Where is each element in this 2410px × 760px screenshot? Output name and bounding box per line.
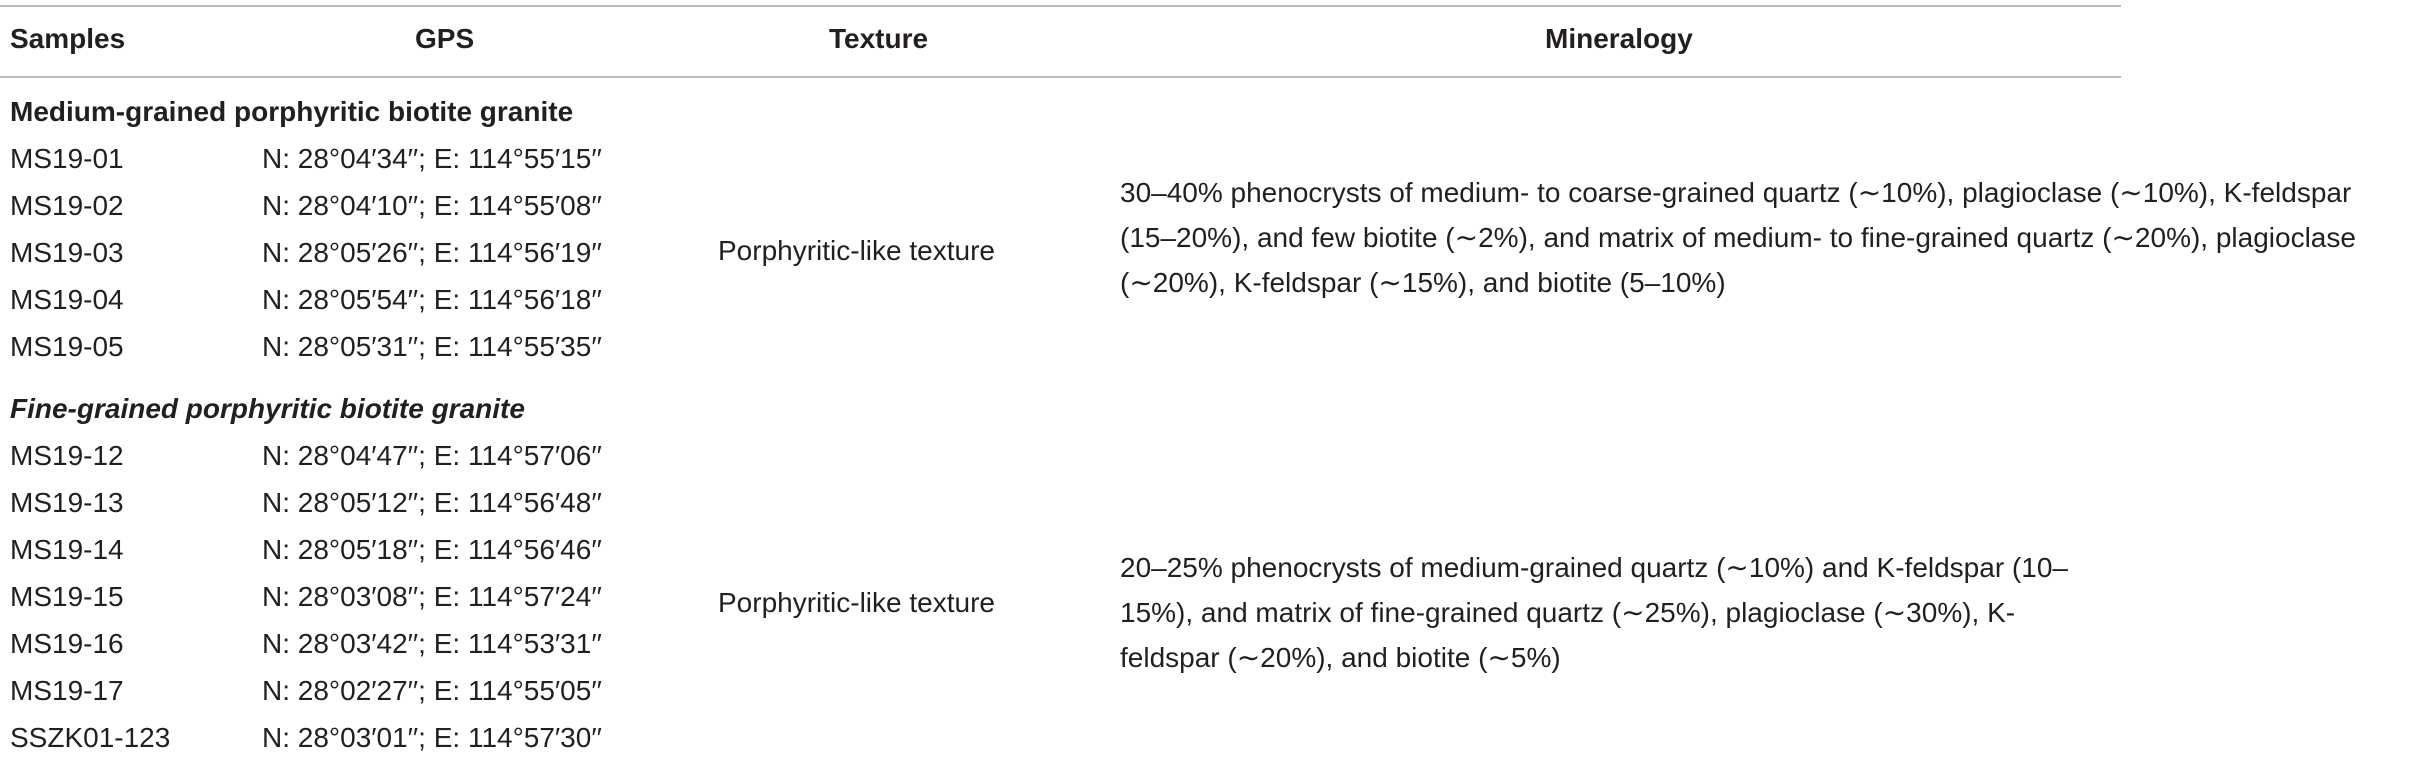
sample-id: MS19-05 (10, 331, 124, 362)
gps-coordinates: N: 28°05′26′′; E: 114°56′19′′ (262, 237, 602, 268)
sample-id: MS19-14 (10, 534, 124, 565)
texture-medium-grained: Porphyritic-like texture (718, 235, 995, 266)
texture-fine-grained: Porphyritic-like texture (718, 587, 995, 618)
sample-id: SSZK01-123 (10, 722, 171, 753)
sample-id: MS19-03 (10, 237, 124, 268)
mineralogy-fine-grained: 20–25% phenocrysts of medium-grained quartz (∼10%) and K-feldspar (10–15%), and matrix of fine-grained quartz (∼25%), plagioclase (∼30%), K-feldspar (∼20%), and biotite (∼5%) (1120, 552, 2068, 673)
table-top-rule (0, 5, 2121, 7)
group-title-medium-grained: Medium-grained porphyritic biotite granite (10, 96, 574, 127)
gps-coordinates: N: 28°03′42′′; E: 114°53′31′′ (262, 628, 602, 659)
group-title-fine-grained: Fine-grained porphyritic biotite granite (10, 393, 525, 424)
mineralogy-medium-grained: 30–40% phenocrysts of medium- to coarse-grained quartz (∼10%), plagioclase (∼10%), K-feldspar (15–20%), and few biotite (∼2%), and matrix of medium- to fine-grained quartz (∼20%), plagioclase (∼20%), K-feldspar (∼15%), and biotite (5–10%) (1120, 177, 2356, 298)
sample-id: MS19-17 (10, 675, 124, 706)
sample-id: MS19-16 (10, 628, 124, 659)
gps-coordinates: N: 28°03′01′′; E: 114°57′30′′ (262, 722, 602, 753)
gps-coordinates: N: 28°04′47′′; E: 114°57′06′′ (262, 440, 602, 471)
header-rule (0, 76, 2121, 78)
header-gps: GPS (415, 23, 475, 54)
sample-id: MS19-13 (10, 487, 124, 518)
sample-id: MS19-02 (10, 190, 124, 221)
header-texture: Texture (829, 23, 929, 54)
sample-id: MS19-04 (10, 284, 124, 315)
gps-coordinates: N: 28°05′31′′; E: 114°55′35′′ (262, 331, 602, 362)
sample-id: MS19-01 (10, 143, 124, 174)
gps-coordinates: N: 28°04′34′′; E: 114°55′15′′ (262, 143, 602, 174)
gps-coordinates: N: 28°05′18′′; E: 114°56′46′′ (262, 534, 602, 565)
sample-id: MS19-12 (10, 440, 124, 471)
header-mineralogy: Mineralogy (1545, 23, 1693, 54)
sample-id: MS19-15 (10, 581, 124, 612)
header-samples: Samples (10, 23, 126, 54)
gps-coordinates: N: 28°04′10′′; E: 114°55′08′′ (262, 190, 602, 221)
gps-coordinates: N: 28°05′12′′; E: 114°56′48′′ (262, 487, 602, 518)
gps-coordinates: N: 28°03′08′′; E: 114°57′24′′ (262, 581, 602, 612)
gps-coordinates: N: 28°05′54′′; E: 114°56′18′′ (262, 284, 602, 315)
gps-coordinates: N: 28°02′27′′; E: 114°55′05′′ (262, 675, 602, 706)
